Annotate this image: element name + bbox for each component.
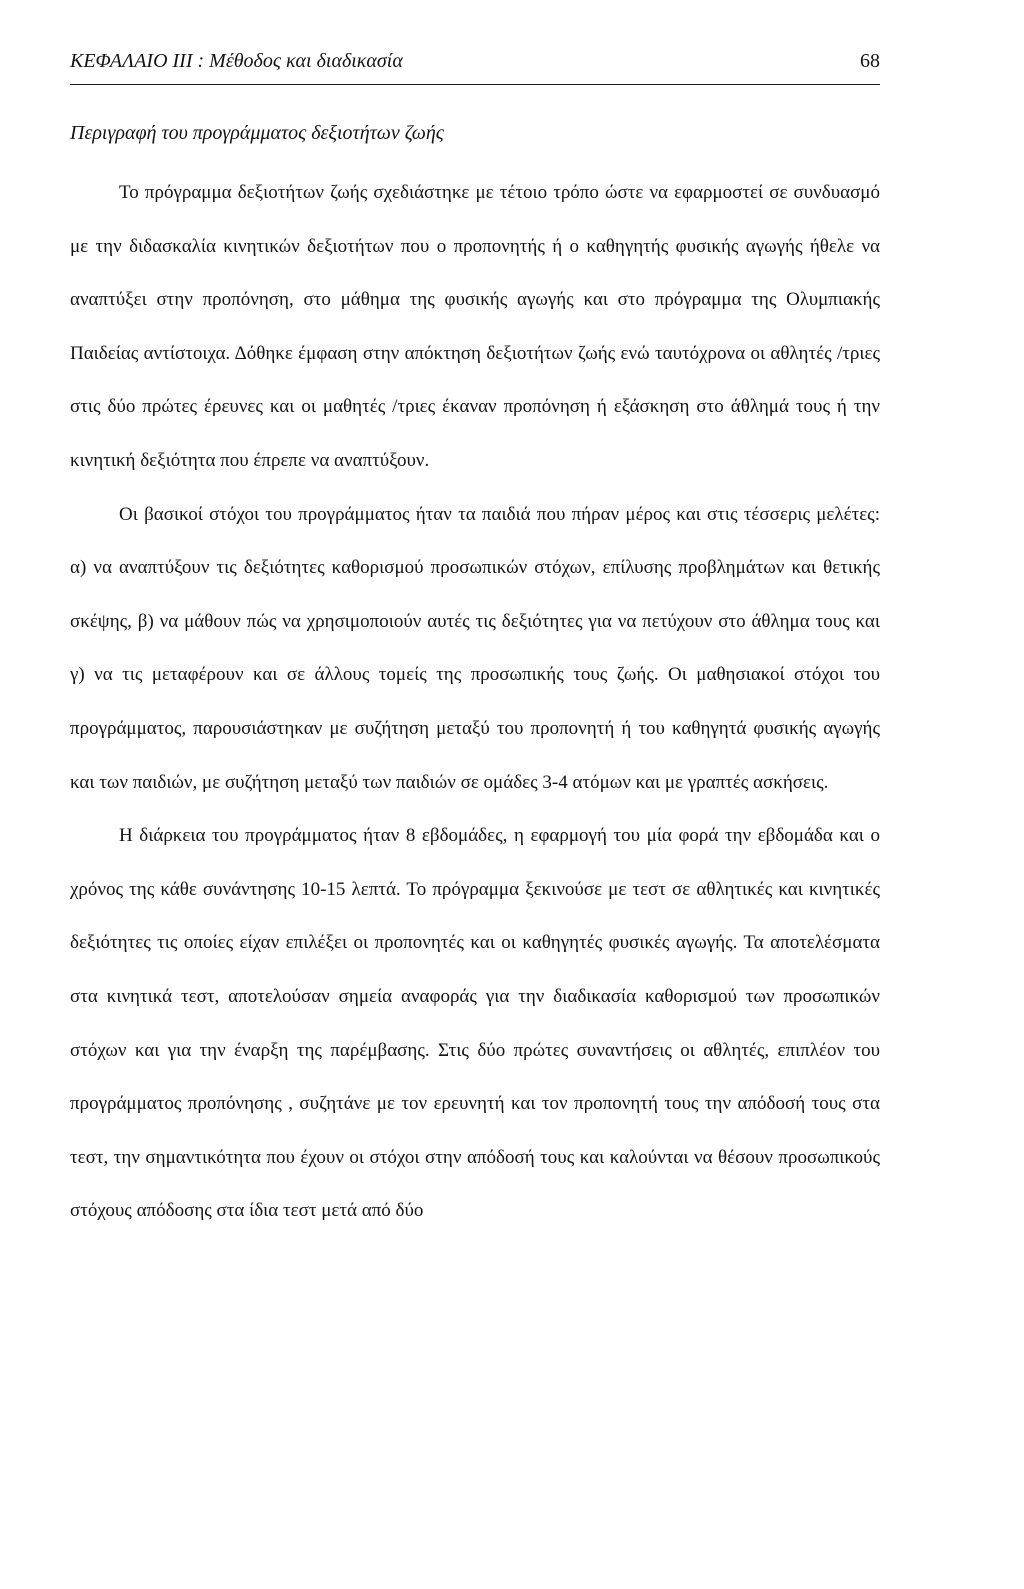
page-number: 68 — [860, 50, 880, 72]
header-rule — [70, 84, 880, 85]
body-text — [70, 166, 880, 1238]
running-header — [70, 48, 880, 82]
paragraph: Το πρόγραμμα δεξιοτήτων ζωής σχεδιάστηκε με τέτοιο τρόπο ώστε να εφαρμοστεί σε συνδυασμό με την διδασκαλία κινητικών δεξιοτήτων που ο προπονητής ή ο καθηγητής φυσικής αγωγής ήθελε να αναπτύξει στην προπόνηση, στο μάθημα της φυσικής αγωγής και στο πρόγραμμα της Ολυμπιακής Παιδείας αντίστοιχα. Δόθηκε έμφαση στην απόκτηση δεξιοτήτων ζωής ενώ ταυτόχρονα οι αθλητές /τριες στις δύο πρώτες έρευνες και οι μαθητές /τριες έκαναν προπόνηση ή εξάσκηση στο άθλημά τους ή την κινητική δεξιότητα που έπρεπε να αναπτύξουν. — [70, 182, 880, 471]
paragraph: Οι βασικοί στόχοι του προγράμματος ήταν τα παιδιά που πήραν μέρος και στις τέσσερις μελέτες: α) να αναπτύξουν τις δεξιότητες καθορισμού προσωπικών στόχων, επίλυσης προβλημάτων και θετικής σκέψης, β) να μάθουν πώς να χρησιμοποιούν αυτές τις δεξιότητες για να πετύχουν στο άθλημα τους και γ) να τις μεταφέρουν και σε άλλους τομείς της προσωπικής τους ζωής. Οι μαθησιακοί στόχοι του προγράμματος, παρουσιάστηκαν με συζήτηση μεταξύ του προπονητή ή του καθηγητά φυσικής αγωγής και των παιδιών, με συζήτηση μεταξύ των παιδιών σε ομάδες 3-4 ατόμων και με γραπτές ασκήσεις. — [70, 503, 880, 793]
section-heading: Περιγραφή του προγράμματος δεξιοτήτων ζωής — [70, 122, 444, 144]
chapter-title: ΚΕΦΑΛΑΙΟ III : Μέθοδος και διαδικασία — [70, 50, 403, 72]
paragraph: Η διάρκεια του προγράμματος ήταν 8 εβδομάδες, η εφαρμογή του μία φορά την εβδομάδα και ο χρόνος της κάθε συνάντησης 10-15 λεπτά. Το πρόγραμμα ξεκινούσε με τεστ σε αθλητικές και κινητικές δεξιότητες τις οποίες είχαν επιλέξει οι προπονητές και οι καθηγητές φυσικές αγωγής. Τα αποτελέσματα στα κινητικά τεστ, αποτελούσαν σημεία αναφοράς για την διαδικασία καθορισμού των προσωπικών στόχων και για την έναρξη της παρέμβασης. Στις δύο πρώτες συναντήσεις οι αθλητές, επιπλέον του προγράμματος προπόνησης , συζητάνε με τον ερευνητή και τον προπονητή τους την απόδοσή τους στα τεστ, την σημαντικότητα που έχουν οι στόχοι στην απόδοσή τους και καλούνται να θέσουν προσωπικούς στόχους απόδοσης στα ίδια τεστ μετά από δύο — [70, 825, 880, 1222]
